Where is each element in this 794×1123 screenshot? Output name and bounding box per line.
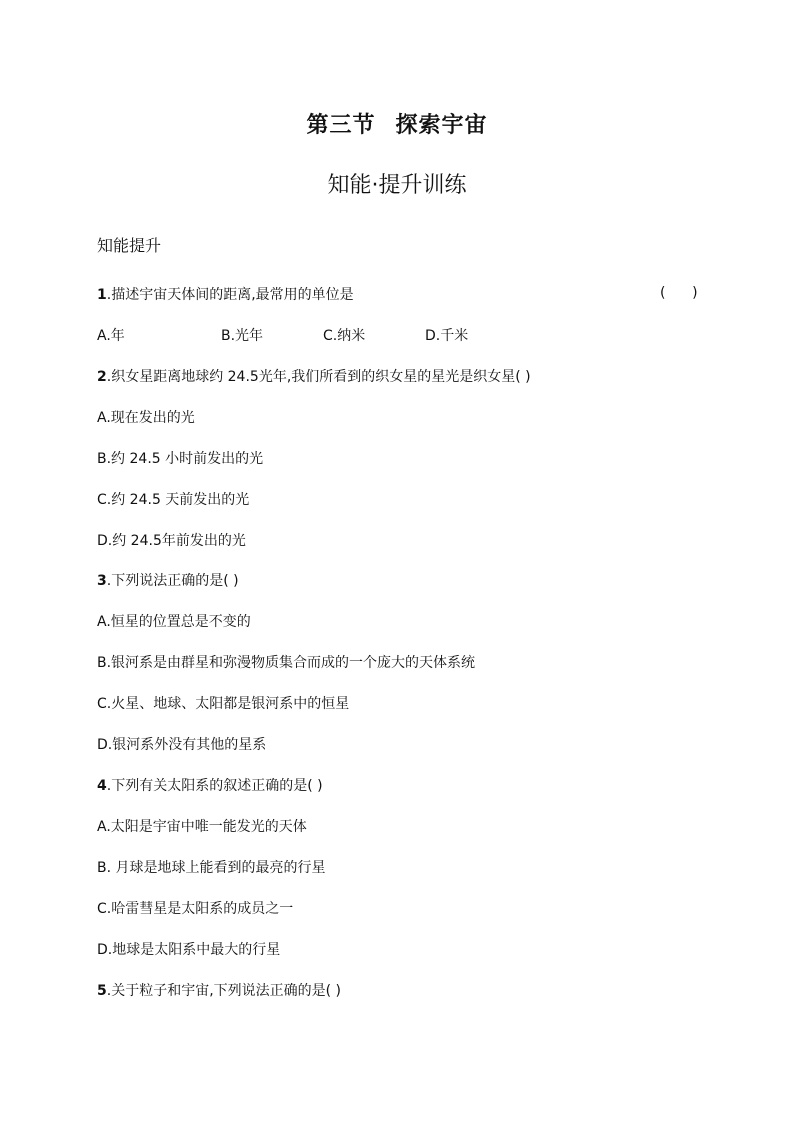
option-b: B.光年 <box>221 328 264 344</box>
option-a: A.恒星的位置总是不变的 <box>97 614 251 630</box>
question-number: 5 <box>97 983 107 999</box>
question-stem: .关于粒子和宇宙,下列说法正确的是( ) <box>106 983 342 999</box>
option-d: D.千米 <box>425 328 469 344</box>
option-b: B.约 24.5 小时前发出的光 <box>97 451 264 467</box>
page-subtitle: 知能·提升训练 <box>327 173 467 198</box>
option-a: A.现在发出的光 <box>97 410 195 426</box>
question-1 <box>97 285 354 305</box>
option-c: C.哈雷彗星是太阳系的成员之一 <box>97 901 294 917</box>
question-4 <box>97 776 323 796</box>
option-d: D.地球是太阳系中最大的行星 <box>97 942 281 958</box>
option-d: D.银河系外没有其他的星系 <box>97 737 267 753</box>
question-2 <box>97 367 531 387</box>
option-d: D.约 24.5年前发出的光 <box>97 533 246 549</box>
question-stem: .描述宇宙天体间的距离,最常用的单位是 <box>106 287 354 303</box>
question-stem: .织女星距离地球约 24.5光年,我们所看到的织女星的星光是织女星( ) <box>106 369 531 385</box>
title-part2: 探索宇宙 <box>395 113 488 138</box>
option-b: B.银河系是由群星和弥漫物质集合而成的一个庞大的天体系统 <box>97 655 476 671</box>
question-stem: .下列有关太阳系的叙述正确的是( ) <box>106 778 323 794</box>
option-c: C.火星、地球、太阳都是银河系中的恒星 <box>97 696 350 712</box>
page-title <box>0 108 794 139</box>
question-number: 3 <box>97 573 107 589</box>
question-number: 1 <box>97 287 107 303</box>
section-heading: 知能提升 <box>97 236 162 255</box>
question-number: 4 <box>97 778 107 794</box>
option-c: C.纳米 <box>323 328 366 344</box>
option-a: A.年 <box>97 328 125 344</box>
option-c: C.约 24.5 天前发出的光 <box>97 492 250 508</box>
title-part1: 第三节 <box>306 113 376 138</box>
answer-paren: ( ) <box>660 285 698 301</box>
option-a: A.太阳是宇宙中唯一能发光的天体 <box>97 819 307 835</box>
question-number: 2 <box>97 369 107 385</box>
option-b: B. 月球是地球上能看到的最亮的行星 <box>97 860 326 876</box>
question-stem: .下列说法正确的是( ) <box>106 573 239 589</box>
question-5 <box>97 981 341 1001</box>
question-3 <box>97 571 239 591</box>
